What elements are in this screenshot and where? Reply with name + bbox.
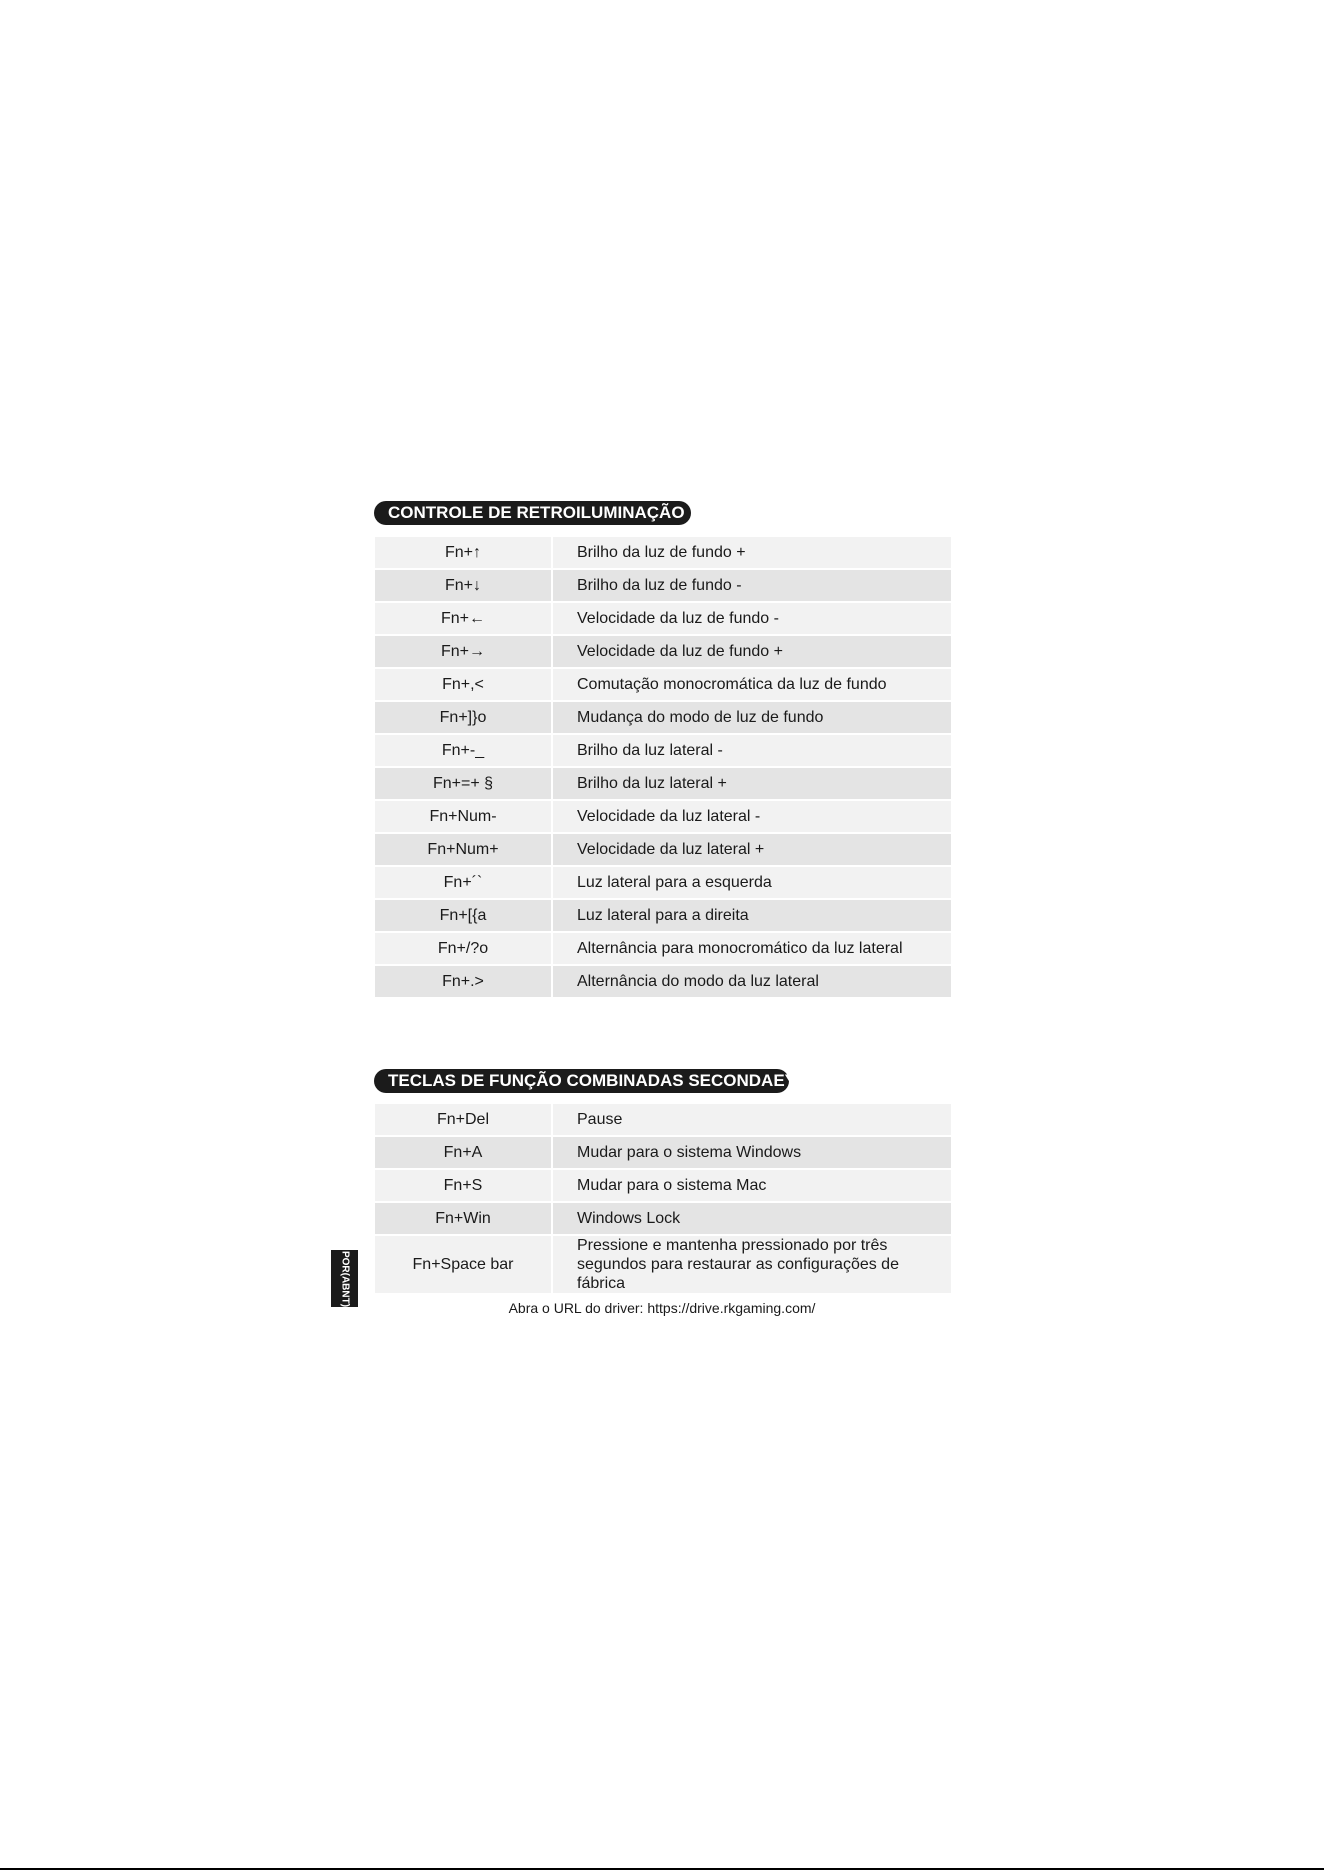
table-row	[375, 966, 951, 997]
shortcut-key: Fn+Space bar	[375, 1236, 551, 1293]
shortcut-description: Brilho da luz de fundo +	[553, 537, 951, 568]
table-row	[375, 1104, 951, 1135]
shortcut-description: Alternância do modo da luz lateral	[553, 966, 951, 997]
shortcut-description: Brilho da luz de fundo -	[553, 570, 951, 601]
shortcut-description: Pause	[553, 1104, 951, 1135]
shortcut-description: Luz lateral para a esquerda	[553, 867, 951, 898]
shortcut-description: Luz lateral para a direita	[553, 900, 951, 931]
table-row	[375, 1236, 951, 1293]
shortcut-key: Fn+/?o	[375, 933, 551, 964]
table-row	[375, 834, 951, 865]
shortcut-key: Fn+.>	[375, 966, 551, 997]
table-row	[375, 603, 951, 634]
shortcut-key: Fn+Num+	[375, 834, 551, 865]
shortcut-description: Brilho da luz lateral +	[553, 768, 951, 799]
shortcut-description: Velocidade da luz lateral +	[553, 834, 951, 865]
shortcut-description: Brilho da luz lateral -	[553, 735, 951, 766]
table-row	[375, 735, 951, 766]
shortcut-description: Velocidade da luz de fundo -	[553, 603, 951, 634]
page-bottom-rule	[0, 1868, 1324, 1870]
shortcut-key: Fn+]}o	[375, 702, 551, 733]
shortcut-description: Mudar para o sistema Windows	[553, 1137, 951, 1168]
language-tab	[331, 1250, 358, 1307]
shortcut-key: Fn+,<	[375, 669, 551, 700]
shortcut-description: Alternância para monocromático da luz lateral	[553, 933, 951, 964]
table-row	[375, 1203, 951, 1234]
shortcut-key: Fn+S	[375, 1170, 551, 1201]
table-row	[375, 900, 951, 931]
table-row	[375, 801, 951, 832]
language-tab-label: POR(ABNT)	[339, 1250, 350, 1307]
shortcut-description: Velocidade da luz de fundo +	[553, 636, 951, 667]
shortcut-key: Fn+[{a	[375, 900, 551, 931]
table-row	[375, 1137, 951, 1168]
shortcut-key: Fn+↓	[375, 570, 551, 601]
table-row	[375, 933, 951, 964]
shortcut-description: Pressione e mantenha pressionado por três segundos para restaurar as configurações de fábrica	[553, 1236, 951, 1293]
shortcut-description: Comutação monocromática da luz de fundo	[553, 669, 951, 700]
shortcut-key: Fn+-_	[375, 735, 551, 766]
shortcut-description: Windows Lock	[553, 1203, 951, 1234]
backlight-shortcuts-table	[375, 535, 951, 999]
shortcut-key: Fn+=+ §	[375, 768, 551, 799]
table-row	[375, 537, 951, 568]
table-row	[375, 636, 951, 667]
secondary-section-title: TECLAS DE FUNÇÃO COMBINADAS SECONDAEY	[374, 1069, 789, 1093]
shortcut-key: Fn+→	[375, 636, 551, 667]
shortcut-description: Mudar para o sistema Mac	[553, 1170, 951, 1201]
table-row	[375, 669, 951, 700]
table-row	[375, 867, 951, 898]
shortcut-key: Fn+A	[375, 1137, 551, 1168]
driver-url-note: Abra o URL do driver: https://drive.rkgaming.com/	[508, 1300, 816, 1316]
secondary-shortcuts-table	[375, 1102, 951, 1295]
table-row	[375, 570, 951, 601]
shortcut-description: Mudança do modo de luz de fundo	[553, 702, 951, 733]
shortcut-key: Fn+←	[375, 603, 551, 634]
shortcut-key: Fn+´`	[375, 867, 551, 898]
shortcut-key: Fn+Del	[375, 1104, 551, 1135]
table-row	[375, 702, 951, 733]
shortcut-description: Velocidade da luz lateral -	[553, 801, 951, 832]
table-row	[375, 768, 951, 799]
shortcut-key: Fn+Win	[375, 1203, 551, 1234]
table-row	[375, 1170, 951, 1201]
shortcut-key: Fn+Num-	[375, 801, 551, 832]
shortcut-key: Fn+↑	[375, 537, 551, 568]
backlight-section-title: CONTROLE DE RETROILUMINAÇÃO	[374, 501, 691, 525]
